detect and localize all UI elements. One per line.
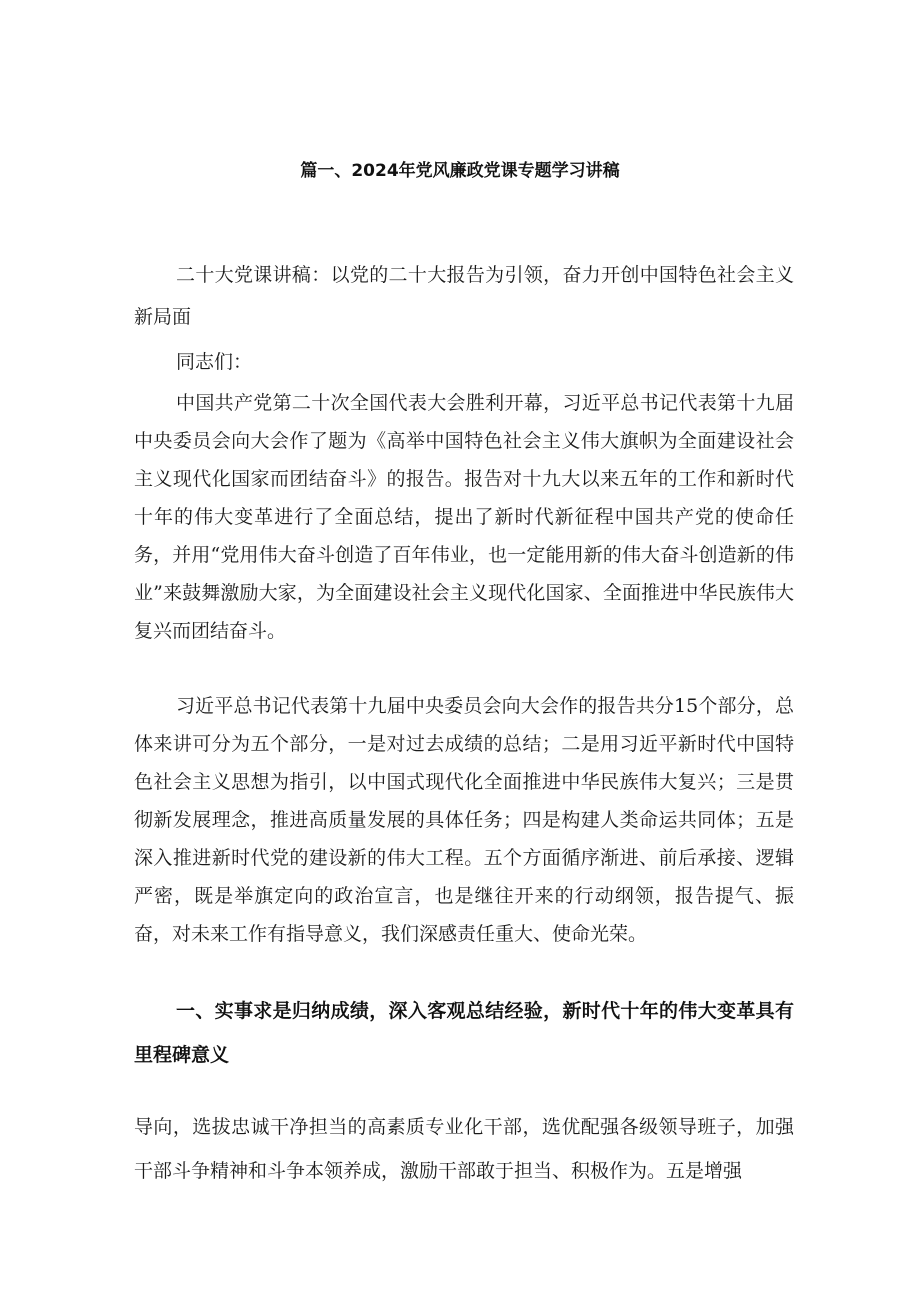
document-title: 篇一、2024年党风廉政党课专题学习讲稿 (300, 161, 620, 181)
paragraph-intro: 中国共产党第二十次全国代表大会胜利开幕，习近平总书记代表第十九届中央委员会向大会作了题为《高举中国特色社会主义伟大旗帜为全面建设社会主义现代化国家而团结奋斗》的报告。报告对十九大以来五年的工作和新时代十年的伟大变革进行了全面总结，提出了新时代新征程中国共产党的使命任务，并用“党用伟大奋斗创造了百年伟业，也一定能用新的伟大奋斗创造新的伟业”来鼓舞激励大家，为全面建设社会主义现代化国家、全面推进中华民族伟大复兴而团结奋斗。 (134, 392, 794, 642)
greeting: 同志们： (176, 351, 253, 373)
paragraph-report-structure: 习近平总书记代表第十九届中央委员会向大会作的报告共分15个部分，总体来讲可分为五个部分，一是对过去成绩的总结；二是用习近平新时代中国特色社会主义思想为指引，以中国式现代化全面推进中华民族伟大复兴；三是贯彻新发展理念，推进高质量发展的具体任务；四是构建人类命运共同体；五是深入推进新时代党的建设新的伟大工程。五个方面循序渐进、前后承接、逻辑严密，既是举旗定向的政治宣言，也是继往开来的行动纲领，报告提气、振奋，对未来工作有指导意义，我们深感责任重大、使命光荣。 (134, 695, 794, 945)
lecture-subtitle: 二十大党课讲稿：以党的二十大报告为引领，奋力开创中国特色社会主义新局面 (134, 264, 794, 328)
section-heading-1: 一、实事求是归纳成绩，深入客观总结经验，新时代十年的伟大变革具有里程碑意义 (134, 1000, 794, 1066)
paragraph-fragment: 导向，选拔忠诚干净担当的高素质专业化干部，选优配强各级领导班子，加强干部斗争精神和斗争本领养成，激励干部敢于担当、积极作为。五是增强 (134, 1116, 794, 1182)
